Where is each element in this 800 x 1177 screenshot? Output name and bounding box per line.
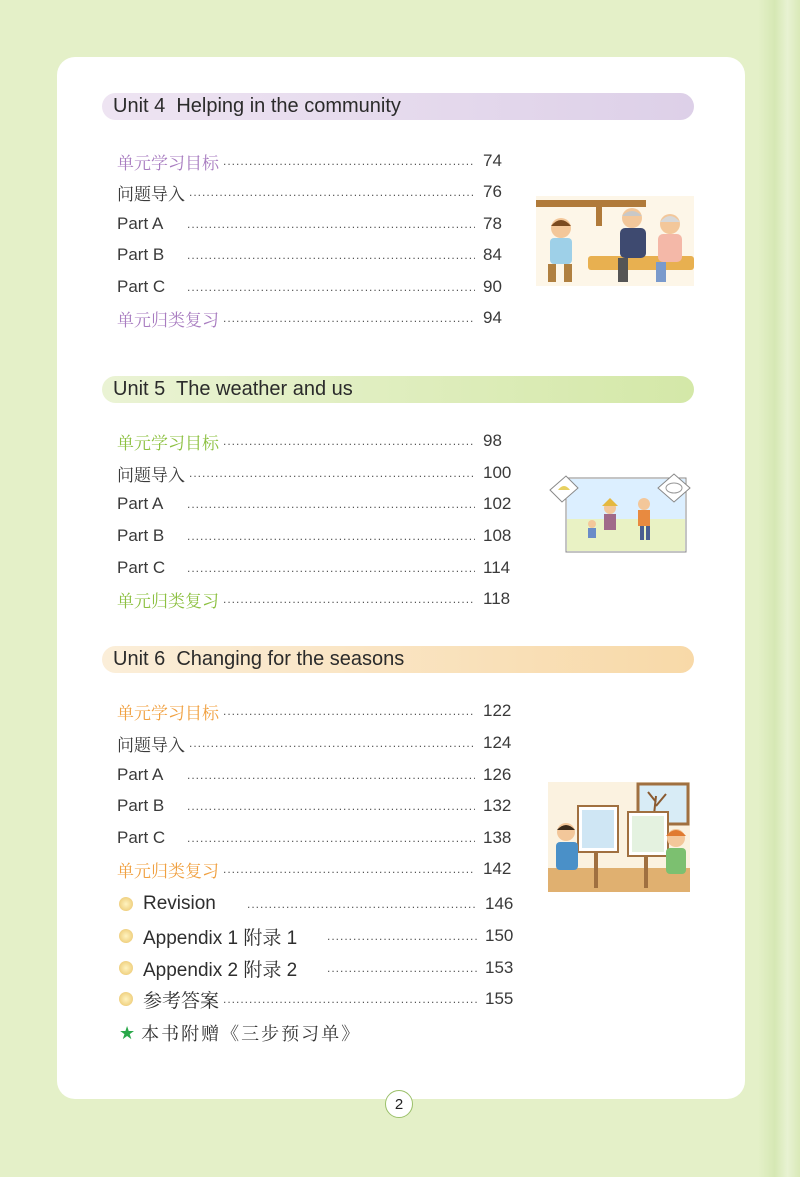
toc-page-number: 74 — [483, 151, 502, 170]
toc-entry[interactable] — [117, 429, 517, 453]
toc-label: 单元归类复习 — [117, 861, 219, 881]
toc-label: Part A — [117, 214, 164, 233]
toc-page-number: 84 — [483, 245, 502, 264]
leader-dots — [189, 466, 475, 480]
toc-page-number: 132 — [483, 796, 512, 815]
toc-label: Part C — [117, 828, 166, 847]
toc-entry[interactable] — [117, 212, 517, 236]
leader-dots — [223, 311, 475, 325]
toc-page-number: 146 — [485, 894, 514, 913]
toc-page-number: 118 — [483, 589, 511, 608]
toc-entry[interactable] — [117, 275, 517, 299]
toc-entry[interactable] — [117, 587, 517, 611]
toc-page-number: 114 — [483, 558, 511, 577]
toc-extra-entry[interactable] — [119, 986, 519, 1012]
unit-5-header — [102, 376, 694, 403]
toc-page-number: 100 — [483, 463, 512, 482]
toc-label: Part B — [117, 245, 165, 264]
unit-4-title: Unit 4 Helping in the community — [113, 95, 401, 117]
unit-6-header — [102, 646, 694, 673]
leader-dots — [187, 280, 475, 294]
toc-entry[interactable] — [117, 699, 517, 723]
circle-bullet-icon — [119, 929, 133, 943]
gift-note — [119, 1020, 361, 1046]
toc-entry[interactable] — [117, 492, 517, 516]
toc-page-number: 138 — [483, 828, 512, 847]
toc-page-number: 78 — [483, 214, 502, 233]
unit-4-header — [102, 93, 694, 120]
toc-entry[interactable] — [117, 524, 517, 548]
toc-entry[interactable] — [117, 763, 517, 787]
toc-label: 问题导入 — [117, 465, 185, 485]
toc-label: 单元学习目标 — [117, 433, 219, 453]
toc-label: Part B — [117, 526, 165, 545]
toc-page-number: 76 — [483, 182, 502, 201]
leader-dots — [187, 768, 475, 782]
leader-dots — [327, 929, 477, 943]
toc-entry[interactable] — [117, 149, 517, 173]
leader-dots — [327, 961, 477, 975]
toc-label: 参考答案 — [143, 990, 220, 1012]
toc-label: 单元归类复习 — [117, 591, 219, 611]
leader-dots — [223, 862, 475, 876]
toc-label: 问题导入 — [117, 735, 185, 755]
toc-page-number: 124 — [483, 733, 512, 752]
toc-page-number: 102 — [483, 494, 512, 513]
gift-note-text: 本书附赠《三步预习单》 — [141, 1024, 362, 1045]
toc-label: Appendix 1 附录 1 — [143, 927, 298, 949]
toc-page-number: 108 — [483, 526, 512, 545]
leader-dots — [187, 799, 475, 813]
toc-entry[interactable] — [117, 731, 517, 755]
leader-dots — [247, 897, 477, 911]
toc-page-number: 94 — [483, 308, 502, 327]
leader-dots — [187, 217, 475, 231]
toc-label: 问题导入 — [117, 184, 185, 204]
toc-entry[interactable] — [117, 826, 517, 850]
toc-entry[interactable] — [117, 180, 517, 204]
toc-entry[interactable] — [117, 857, 517, 881]
toc-entry[interactable] — [117, 556, 517, 580]
toc-label: 单元学习目标 — [117, 153, 219, 173]
leader-dots — [187, 248, 475, 262]
leader-dots — [223, 434, 475, 448]
toc-label: Appendix 2 附录 2 — [143, 959, 298, 981]
toc-label: Part C — [117, 558, 166, 577]
circle-bullet-icon — [119, 961, 133, 975]
toc-page-number: 98 — [483, 431, 502, 450]
leader-dots — [223, 154, 475, 168]
page-number: 2 — [385, 1090, 413, 1118]
toc-entry[interactable] — [117, 306, 517, 330]
toc-label: Part A — [117, 765, 164, 784]
toc-label: Part B — [117, 796, 165, 815]
unit-5-illustration — [548, 470, 693, 554]
circle-bullet-icon — [119, 897, 133, 911]
unit-6-title: Unit 6 Changing for the seasons — [113, 648, 405, 670]
toc-label: Part C — [117, 277, 166, 296]
leader-dots — [187, 529, 475, 543]
toc-page-number: 90 — [483, 277, 502, 296]
unit-4-illustration — [536, 196, 694, 286]
unit-5-title: Unit 5 The weather and us — [113, 378, 353, 400]
toc-entry[interactable] — [117, 461, 517, 485]
toc-page-number: 122 — [483, 701, 512, 720]
toc-label: Part A — [117, 494, 164, 513]
toc-extra-entry[interactable] — [119, 923, 519, 949]
leader-dots — [223, 704, 475, 718]
leader-dots — [223, 592, 475, 606]
star-icon: ★ — [119, 1022, 138, 1044]
toc-page-number: 150 — [485, 926, 514, 945]
leader-dots — [187, 497, 475, 511]
leader-dots — [223, 992, 477, 1006]
toc-label: Revision — [143, 893, 216, 914]
toc-label: 单元学习目标 — [117, 703, 219, 723]
toc-extra-entry[interactable] — [119, 891, 519, 917]
toc-label: 单元归类复习 — [117, 310, 219, 330]
toc-entry[interactable] — [117, 243, 517, 267]
leader-dots — [187, 561, 475, 575]
toc-page-number: 153 — [485, 958, 514, 977]
leader-dots — [187, 831, 475, 845]
circle-bullet-icon — [119, 992, 133, 1006]
toc-extra-entry[interactable] — [119, 955, 519, 981]
page-edge — [758, 0, 800, 1177]
toc-page-number: 155 — [485, 989, 514, 1008]
toc-page-number: 126 — [483, 765, 512, 784]
unit-6-illustration — [548, 782, 690, 892]
toc-entry[interactable] — [117, 794, 517, 818]
leader-dots — [189, 185, 475, 199]
toc-page-number: 142 — [483, 859, 512, 878]
leader-dots — [189, 736, 475, 750]
